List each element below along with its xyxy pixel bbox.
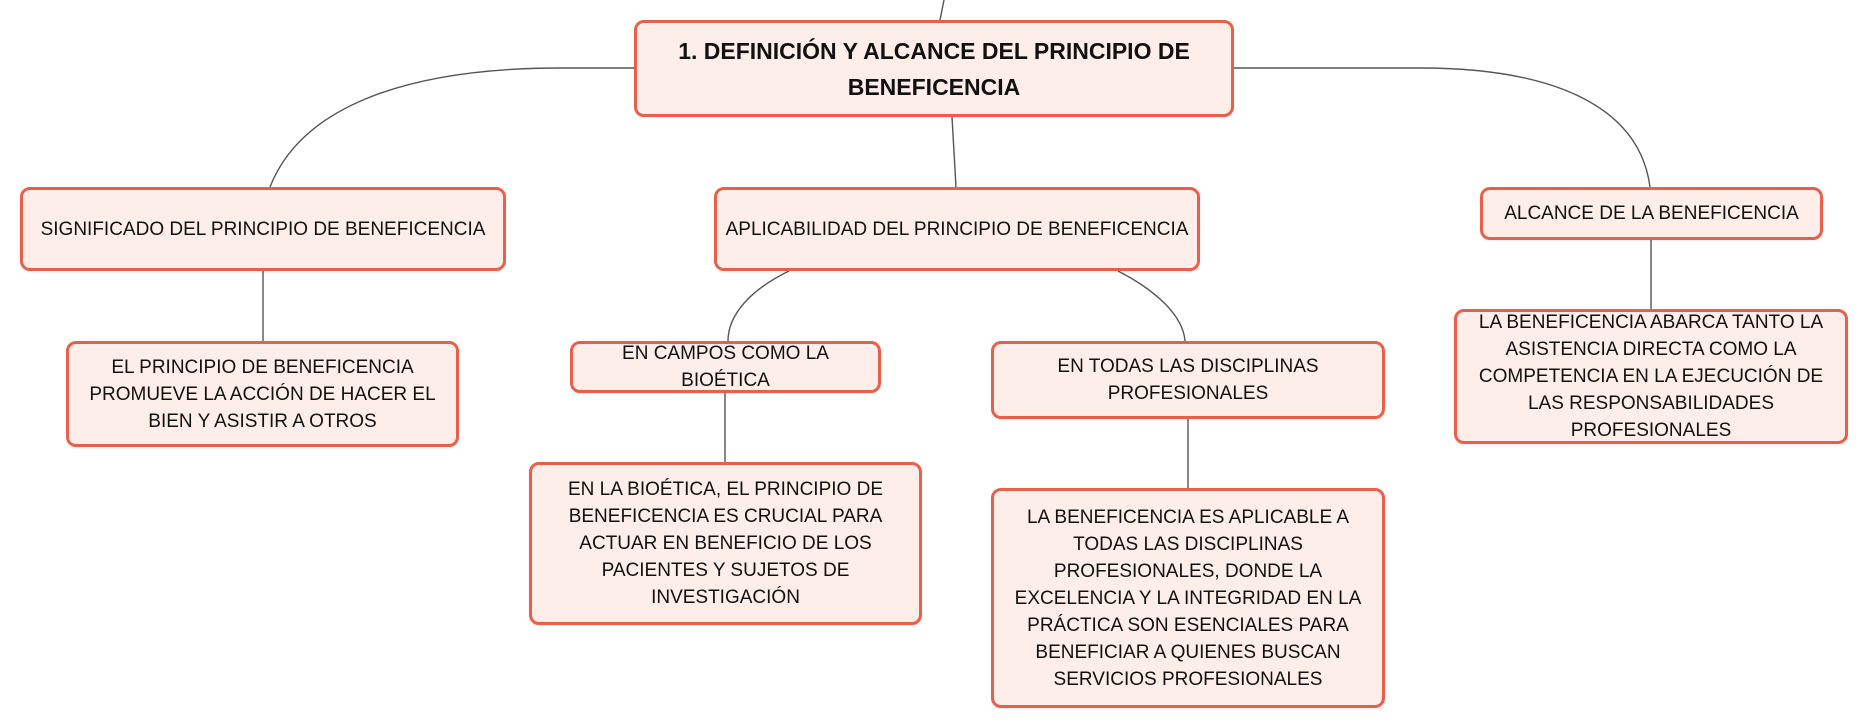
connector-aplicabilidad-disciplinas (1118, 271, 1185, 341)
topic-aplicabilidad-label: APLICABILIDAD DEL PRINCIPIO DE BENEFICENCIA (725, 218, 1189, 240)
topic-alcance-label: ALCANCE DE LA BENEFICENCIA (1504, 203, 1799, 224)
root-topic-label: 1. DEFINICIÓN Y ALCANCE DEL PRINCIPIO DE BENEFICENCIA (678, 37, 1190, 100)
subtopic-campos-label: EN CAMPOS COMO LA BIOÉTICA (622, 343, 829, 391)
topic-aplicabilidad-node[interactable] (714, 187, 1200, 271)
connector-aplicabilidad-campos (728, 271, 789, 341)
topic-significado-node[interactable] (20, 187, 506, 271)
topic-significado-label: SIGNIFICADO DEL PRINCIPIO DE BENEFICENCIA (40, 218, 486, 240)
subtopic-disciplinas-label: EN TODAS LAS DISCIPLINAS PROFESIONALES (1057, 356, 1319, 404)
detail-alcance-text: LA BENEFICENCIA ABARCA TANTO LA ASISTENCIA DIRECTA COMO LA COMPETENCIA EN LA EJECUCIÓN DE LAS RESPONSABILIDADES PROFESIONALES (1478, 312, 1824, 441)
detail-significado-text: EL PRINCIPIO DE BENEFICENCIA PROMUEVE LA ACCIÓN DE HACER EL BIEN Y ASISTIR A OTROS (89, 356, 436, 432)
subtopic-campos-node[interactable] (570, 341, 881, 393)
detail-alcance-node[interactable] (1454, 309, 1848, 444)
connector-root-alcance (1234, 68, 1650, 187)
detail-disciplinas-text: LA BENEFICENCIA ES APLICABLE A TODAS LAS DISCIPLINAS PROFESIONALES, DONDE LA EXCELENCIA Y LA INTEGRIDAD EN LA PRÁCTICA SON ESENCIALES PARA BENEFICIAR A QUIENES BUSCAN SERVICIOS PROFESIONALES (1014, 506, 1362, 690)
connector-to-parent (940, 0, 944, 20)
topic-alcance-node[interactable] (1480, 187, 1823, 240)
detail-campos-text: EN LA BIOÉTICA, EL PRINCIPIO DE BENEFICENCIA ES CRUCIAL PARA ACTUAR EN BENEFICIO DE LOS PACIENTES Y SUJETOS DE INVESTIGACIÓN (568, 479, 883, 608)
detail-disciplinas-node[interactable] (991, 488, 1385, 708)
subtopic-disciplinas-node[interactable] (991, 341, 1385, 419)
detail-significado-node[interactable] (66, 341, 459, 447)
connector-root-significado (270, 68, 634, 187)
connector-root-aplicabilidad (952, 117, 956, 187)
detail-campos-node[interactable] (529, 462, 922, 625)
root-topic-node[interactable] (634, 20, 1234, 117)
